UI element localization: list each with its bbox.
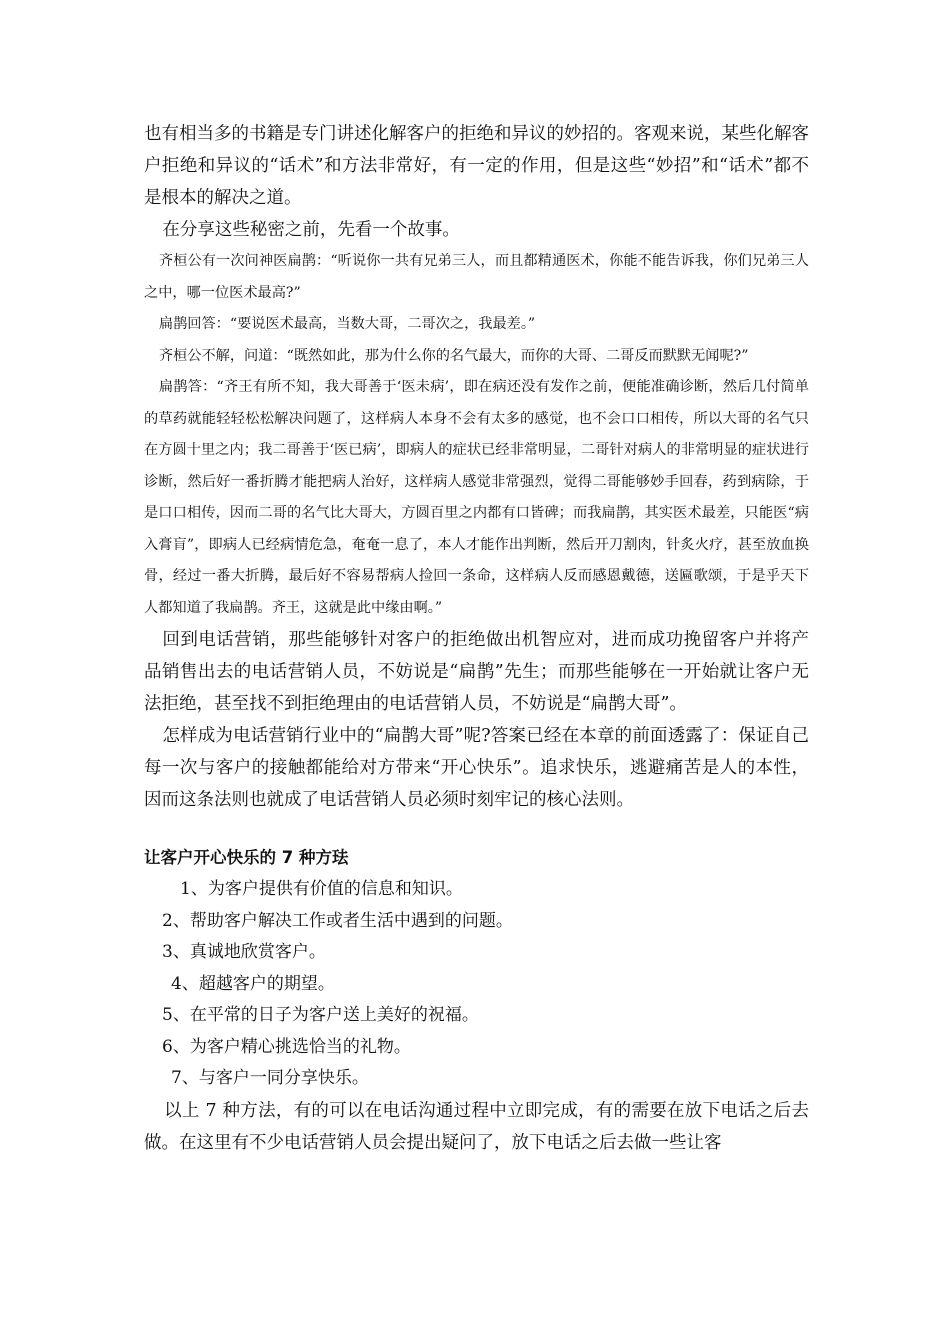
list-item: 5、在平常的日子为客户送上美好的祝福。 [162,1005,479,1025]
story-paragraph-question: 齐桓公有一次问神医扁鹊：“听说你一共有兄弟三人，而且都精通医术，你能不能告诉我，你们兄弟三人之中，哪一位医术最高?” [144,253,809,301]
telemarketing-paragraph: 回到电话营销，那些能够针对客户的拒绝做出机智应对，进而成功挽留客户并将产品销售出去的电话营销人员，不妨说是“扁鹊”先生；而那些能够在一开始就让客户无法拒绝，甚至找不到拒绝理由的电话营销人员，不妨说是“扁鹊大哥”。 [144,630,809,714]
list-item: 4、超越客户的期望。 [171,973,335,994]
section-heading: 让客户开心快乐的 7 种方珐 [144,848,349,867]
list-item: 3、真诚地欣赏客户。 [162,942,326,962]
closing-paragraph: 以上 7 种方法，有的可以在电话沟通过程中立即完成，有的需要在放下电话之后去做。在这里有不少电话营销人员会提出疑问了，放下电话之后去做一些让客 [144,1100,809,1153]
core-rule-paragraph: 怎样成为电话营销行业中的“扁鹊大哥”呢?答案已经在本章的前面透露了：保证自己每一次与客户的接触都能给对方带来“开心快乐”。追求快乐，逃避痛苦是人的本性，因而这条法则也就成了电话营销人员必须时刻牢记的核心法则。 [144,726,809,810]
transition-paragraph: 在分享这些秘密之前，先看一个故事。 [162,220,460,240]
list-item: 2、帮助客户解决工作或者生活中遇到的问题。 [162,910,513,931]
list-item: 7、与客户一同分享快乐。 [171,1068,369,1088]
story-paragraph-answer: 扁鹊回答：“要说医术最高，当数大哥，二哥次之，我最差。” [158,316,536,332]
list-item: 6、为客户精心挑选恰当的礼物。 [162,1036,411,1057]
intro-paragraph: 也有相当多的书籍是专门讲述化解客户的拒绝和异议的妙招的。客观来说，某些化解客户拒绝和异议的“话术”和方法非常好，有一定的作用，但是这些“妙招”和“话术”都不是根本的解决之道。 [144,124,809,208]
story-paragraph-explanation: 扁鹊答：“齐王有所不知，我大哥善于‘医未病’，即在病还没有发作之前，便能准确诊断，然后几付简单的草药就能轻轻松松解决问题了，这样病人本身不会有太多的感觉，也不会口口相传，所以大哥的名气只在方圆十里之内；我二哥善于‘医已病’，即病人的症状已经非常明显，二哥针对病人的非常明显的症状进行诊断，然后好一番折腾才能把病人治好，这样病人感觉非常强烈，觉得二哥能够妙手回春，药到病除，于是口口相传，因而二哥的名气比大哥大，方圆百里之内都有口皆碑；而我扁鹊，其实医术最差，只能医“病入膏肓”，即病人已经病情危急，奄奄一息了，本人才能作出判断，然后开刀割肉，针炙火疗，甚至放血换骨，经过一番大折腾，最后好不容易帮病人捡回一条命，这样病人反而感恩戴德，送匾歌颂，于是乎天下人都知道了我扁鹊。齐王，这就是此中缘由啊。” [144,379,809,616]
story-paragraph-followup: 齐桓公不解，问道：“既然如此，那为什么你的名气最大，而你的大哥、二哥反而默默无闻呢?” [158,347,749,364]
document-page [144,118,809,1159]
list-item: 1、为客户提供有价值的信息和知识。 [180,879,463,899]
